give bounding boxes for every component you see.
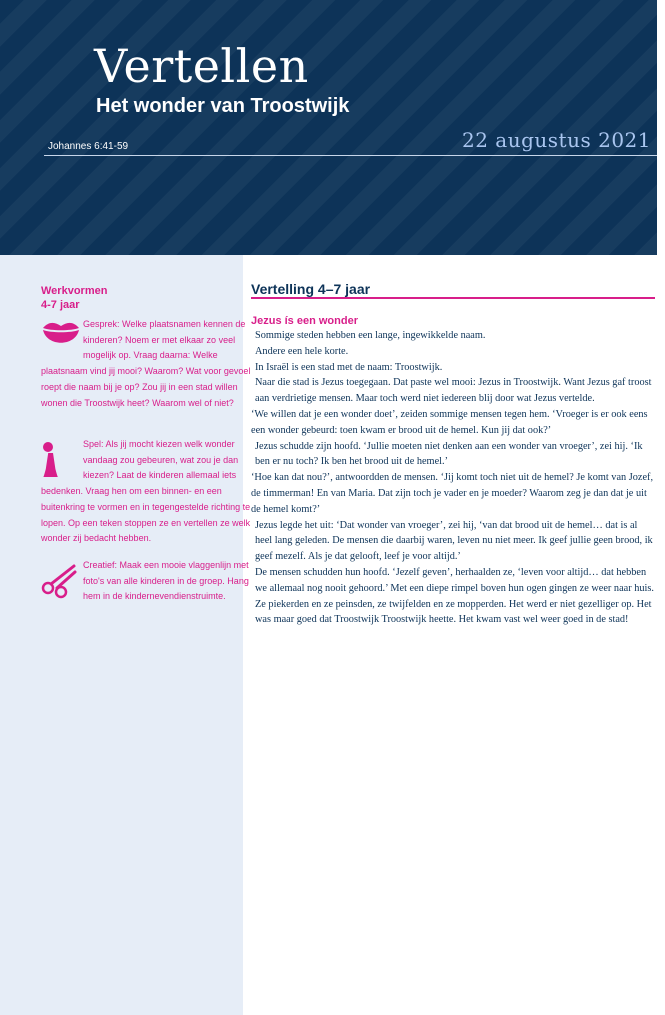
story-paragraph: Jezus schudde zijn hoofd. ‘Jullie moeten niet denken aan een wonder van vroeger’, zei hij. ‘Ik ben er nu toch? Ik ben het brood uit de hemel.’ bbox=[255, 440, 643, 468]
date-label: 22 augustus 2021 bbox=[462, 128, 651, 152]
scripture-reference: Johannes 6:41-59 bbox=[48, 141, 129, 152]
story-paragraph: ‘We willen dat je een wonder doet’, zeiden sommige mensen tegen hem. ‘Vroeger is er ook eens een wonder gebeurd: toen kwam er brood uit de hemel. Kun jij dat ook?’ bbox=[251, 408, 648, 436]
story-paragraph: Jezus legde het uit: ‘Dat wonder van vroeger’, zei hij, ‘van dat brood uit de hemel… dat is al heel lang geleden. De mensen die daarbij waren, leven nu niet meer. Ik geef jullie geen brood, ik geef mezelf. Als je dat gelooft, leef je voor altijd.’ bbox=[255, 519, 653, 563]
page-title: Vertellen bbox=[94, 39, 309, 93]
header-divider bbox=[44, 155, 657, 156]
story-paragraph: De mensen schudden hun hoofd. ‘Jezelf geven’, herhaalden ze, ‘leven voor altijd… dat hebben we allemaal nog nooit gehoord.’ Met een diepe rimpel boven hun ogen gingen ze weer naar huis. Ze piekerden en ze peinsden, ze twijfelden en ze mopperden. Het werd er niet gezelliger op. Het was maar goed dat Troostwijk Troostwijk heette. Het kwam vast wel weer goed in de stad! bbox=[255, 566, 654, 626]
lips-icon bbox=[41, 319, 81, 349]
header-edge bbox=[657, 0, 665, 255]
story-title: Jezus ís een wonder bbox=[251, 315, 358, 327]
page-subtitle: Het wonder van Troostwijk bbox=[96, 95, 350, 117]
activity-creative bbox=[41, 558, 253, 605]
story-paragraph: In Israël is een stad met de naam: Troostwijk. bbox=[255, 361, 443, 373]
story-paragraph: Sommige steden hebben een lange, ingewikkelde naam. bbox=[255, 330, 486, 341]
activity-game bbox=[41, 437, 253, 547]
activity-conversation bbox=[41, 317, 253, 411]
sidebar-heading bbox=[41, 284, 107, 312]
activity-game-text: Spel: Als jij mocht kiezen welk wonder vandaag zou gebeuren, wat zou je dan kiezen? Laat de kinderen allemaal iets bedenken. Vraag hen om een binnen- en een buitenkring te vormen en in tegengestelde richting te lopen. Op een teken stoppen ze en vertellen ze welk wonder zij bedacht hebben. bbox=[41, 439, 251, 544]
section-divider bbox=[251, 297, 655, 299]
sidebar-heading-title: Werkvormen bbox=[41, 285, 108, 297]
activity-creative-text: Creatief: Maak een mooie vlaggenlijn met foto's van alle kinderen in de groep. Hang hem in de kindernevendienstruimte. bbox=[83, 560, 249, 602]
story-paragraph: Andere een hele korte. bbox=[255, 345, 349, 357]
game-piece-icon bbox=[41, 439, 81, 479]
story-section-heading: Vertelling 4–7 jaar bbox=[251, 281, 371, 297]
story-paragraph: ‘Hoe kan dat nou?’, antwoordden de mensen. ‘Jij komt toch niet uit de hemel? Je komt van Jozef, de timmerman! En van Maria. Dat zijn toch je vader en je moeder? Waarom zeg je dan dat je uit de hemel komt?’ bbox=[251, 472, 654, 515]
story-paragraph: Naar die stad is Jezus toegegaan. Dat paste wel mooi: Jezus in Troostwijk. Want Jezus gaf troost aan verdrietige mensen. Maar toch werd niet iedereen blij door wat Jezus vertelde. bbox=[255, 377, 652, 405]
story-text bbox=[251, 328, 656, 628]
activity-conversation-text: Gesprek: Welke plaatsnamen kennen de kinderen? Noem er met elkaar zo veel mogelijk op. Vraag daarna: Welke plaatsnaam vind jij mooi? Waarom? Wat voor gevoel roept die naam bij je op? Zou jij in een stad willen wonen die Troostwijk heet? Waarom wel of niet? bbox=[41, 319, 251, 408]
scissors-icon bbox=[41, 560, 81, 600]
sidebar-heading-age: 4-7 jaar bbox=[41, 299, 80, 311]
